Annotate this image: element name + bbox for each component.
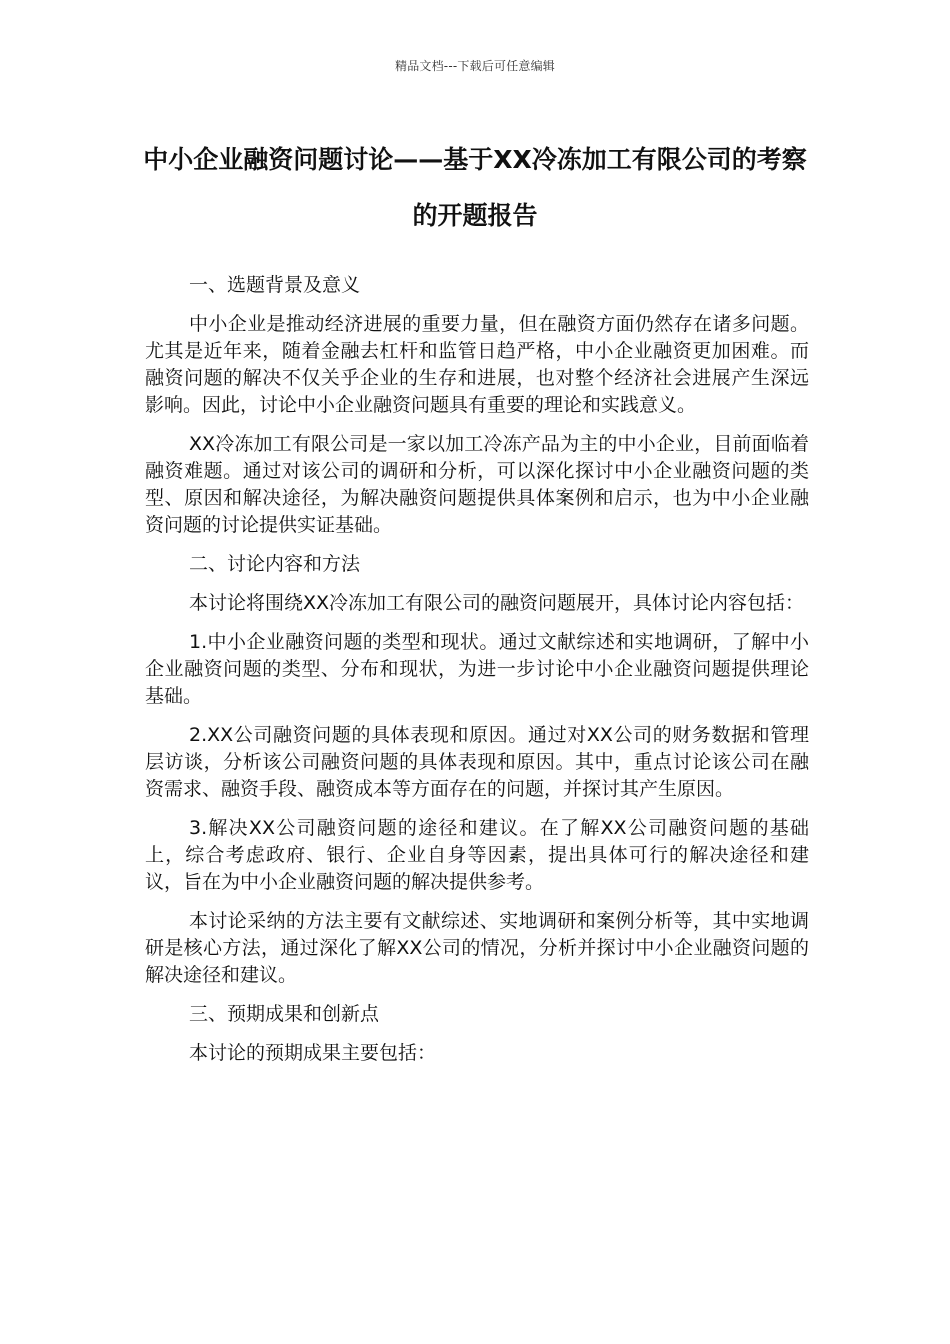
document-body [145, 272, 809, 1079]
body-paragraph: 2.XX公司融资问题的具体表现和原因。通过对XX公司的财务数据和管理层访谈，分析该公司融资问题的具体表现和原因。其中，重点讨论该公司在融资需求、融资手段、融资成本等方面存在的问题，并探讨其产生原因。 [145, 724, 809, 800]
section-heading: 三、预期成果和创新点 [189, 1003, 380, 1025]
header-note: 精品文档---下载后可任意编辑 [395, 59, 555, 73]
section-heading: 一、选题背景及意义 [189, 274, 361, 296]
body-paragraph: 1.中小企业融资问题的类型和现状。通过文献综述和实地调研，了解中小企业融资问题的类型、分布和现状，为进一步讨论中小企业融资问题提供理论基础。 [145, 631, 809, 707]
body-paragraph: 本讨论的预期成果主要包括： [189, 1042, 437, 1064]
body-paragraph: 本讨论将围绕XX冷冻加工有限公司的融资问题展开，具体讨论内容包括： [189, 592, 805, 614]
section-heading: 二、讨论内容和方法 [189, 553, 361, 575]
body-paragraph: 本讨论采纳的方法主要有文献综述、实地调研和案例分析等，其中实地调研是核心方法，通过深化了解XX公司的情况，分析并探讨中小企业融资问题的解决途径和建议。 [145, 910, 809, 986]
body-paragraph: XX冷冻加工有限公司是一家以加工冷冻产品为主的中小企业，目前面临着融资难题。通过对该公司的调研和分析，可以深化探讨中小企业融资问题的类型、原因和解决途径，为解决融资问题提供具体案例和启示，也为中小企业融资问题的讨论提供实证基础。 [145, 433, 809, 536]
document-title: 中小企业融资问题讨论——基于XX冷冻加工有限公司的考察的开题报告 [143, 145, 807, 230]
body-paragraph: 中小企业是推动经济进展的重要力量，但在融资方面仍然存在诸多问题。尤其是近年来，随着金融去杠杆和监管日趋严格，中小企业融资更加困难。而融资问题的解决不仅关乎企业的生存和进展，也对整个经济社会进展产生深远影响。因此，讨论中小企业融资问题具有重要的理论和实践意义。 [145, 313, 809, 416]
body-paragraph: 3.解决XX公司融资问题的途径和建议。在了解XX公司融资问题的基础上，综合考虑政府、银行、企业自身等因素，提出具体可行的解决途径和建议，旨在为中小企业融资问题的解决提供参考。 [145, 817, 809, 893]
